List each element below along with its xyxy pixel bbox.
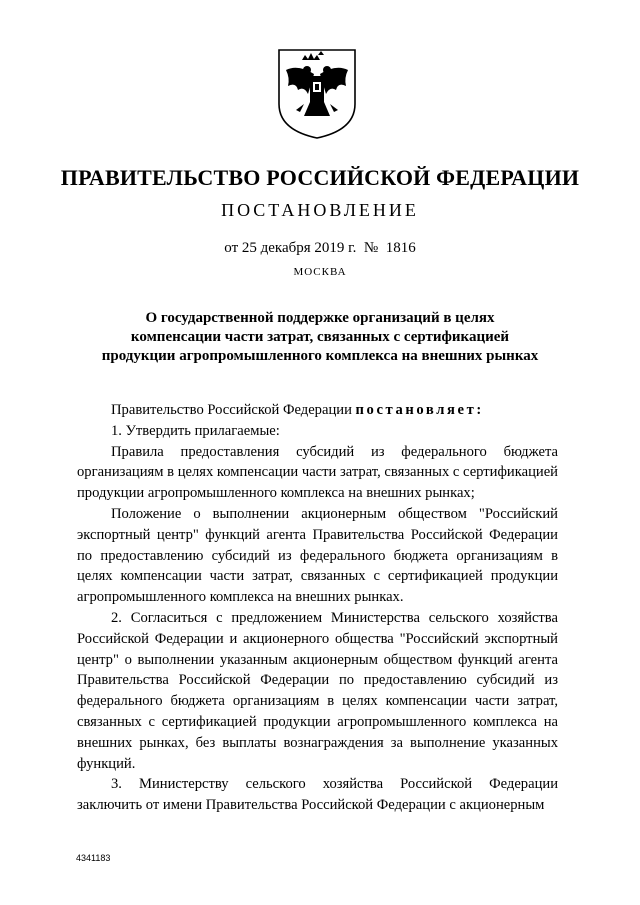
coat-of-arms-emblem [274,46,360,140]
government-heading: ПРАВИТЕЛЬСТВО РОССИЙСКОЙ ФЕДЕРАЦИИ [60,165,580,190]
intro-prefix: Правительство Российской Федерации [111,402,356,418]
intro-paragraph [77,400,558,421]
city: МОСКВА [293,266,347,278]
title-line: продукции агропромышленного комплекса на внешних рынках [101,348,539,364]
paragraph: 1. Утвердить прилагаемые: [111,422,280,439]
title-line: О государственной поддержке организаций в целях [145,310,495,326]
document-number-footer: 4341183 [76,853,111,863]
document-body [77,400,558,816]
document-type: ПОСТАНОВЛЕНИЕ [221,200,419,220]
paragraph: Правила предоставления субсидий из федерального бюджета организациям в целях компенсации части затрат, связанных с сертификацией продукции агропромышленного комплекса на внешних рынках; [77,443,558,502]
document-title [0,309,640,366]
decree-verb: постановляет: [355,402,484,418]
paragraph: Положение о выполнении акционерным обществом "Российский экспортный центр" функций агента Правительства Российской Федерации по предоставлению субсидий из федерального бюджета организациям в целях компенсации части затрат, связанных с сертификацией продукции агропромышленного комплекса на внешних рынках. [77,505,558,606]
date-and-number: от 25 декабря 2019 г. № 1816 [224,240,416,256]
paragraph: 2. Согласиться с предложением Министерства сельского хозяйства Российской Федерации и акционерного общества "Российский экспортный центр" о выполнении указанным акционерным обществом функций агента Правительства Российской Федерации по предоставлению субсидий из федерального бюджета организациям в целях компенсации части затрат, связанных с сертификацией продукции агропромышленного комплекса на внешних рынках, без выплаты вознаграждения за выполнение указанных функций. [77,609,558,772]
paragraph: 3. Министерству сельского хозяйства Российской Федерации заключить от имени Правительства Российской Федерации с акционерным [77,776,558,814]
title-line: компенсации части затрат, связанных с сертификацией [130,329,510,345]
